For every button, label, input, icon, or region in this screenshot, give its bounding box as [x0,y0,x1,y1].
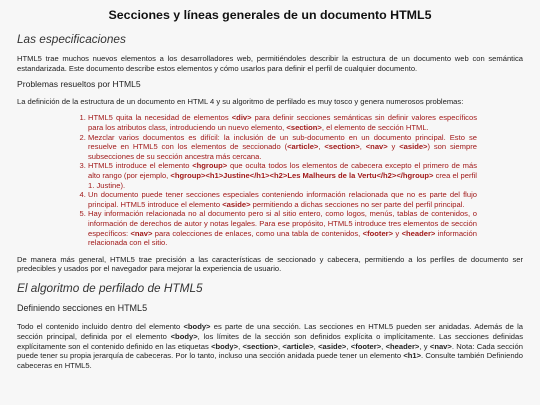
problem-item: 3. HTML5 introduce el elemento <hgroup> que oculta todos los elementos de cabecera excepto el primero de más alto rango (por ejemplo, <hgroup><h1>Justine</h1><h2>Les Malheurs de la Vertu</h2></hgroup> crea el perfil 1. Justine). [88,161,477,190]
section-heading-algorithm: El algoritmo de perfilado de HTML5 [17,280,203,295]
code-tag: <hgroup> [192,161,228,171]
code-tag: <section> [324,142,360,152]
problems-intro: La definición de la estructura de un documento en HTML 4 y su algoritmo de perfilado es muy tosco y genera numerosos problemas: [17,96,464,106]
problem-item: 1. HTML5 quita la necesidad de elementos <div> para definir secciones semánticas sin definir valores específicos para los atributos class, introduciendo un nuevo elemento, <section>, el elemento de sección HTML. [88,113,477,132]
problems-heading: Problemas resueltos por HTML5 [17,79,141,90]
code-tag: <hgroup><h1>Justine</h1><h2>Les Malheurs de la Vertu</h2></hgroup> [170,170,434,180]
code-tag: <h1> [403,351,422,361]
code-tag: <nav> [365,142,388,152]
code-tag: <nav> [429,341,452,351]
code-tag: <header> [401,228,436,238]
problems-list [17,113,523,247]
code-tag: <aside> [318,341,347,351]
code-tag: <footer> [350,341,382,351]
code-tag: <aside> [399,142,428,152]
code-tag: <header> [385,341,420,351]
code-tag: <body> [183,322,211,332]
defining-sections-paragraph: Todo el contenido incluido dentro del elemento <body> es parte de una sección. Las secciones en HTML5 pueden ser anidadas. Además de la sección principal, definida por el elemento <body>, los límites de la sección son definidos explícita o implícitamente. Las secciones definidas explícitamente son el contenido definido en las etiquetas <body>, <section>, <article>, <aside>, <footer>, <header>, y <nav>. Nota: Cada sección puede tener su propia jerarquía de cabeceras. Por lo tanto, incluso una sección anidada puede tener un elemento <h1>. Consulte también Definiendo cabeceras en HTML5. [17,322,524,370]
code-tag: <nav> [130,228,153,238]
code-tag: <div> [231,113,252,123]
intro-paragraph: HTML5 trae muchos nuevos elementos a los desarrolladores web, permitiéndoles describir la estructura de un documento web con semántica estandarizada. Este documento describe estos elementos y cómo usarlos para definir el perfil de cualquier documento. [17,54,523,73]
conclusion-paragraph: De manera más general, HTML5 trae precisión a las características de seccionado y cabecera, permitiendo a los perfiles de documento ser predecibles y usados por el navegador para mejorar la experiencia de usuario. [17,254,523,274]
problem-item: 2. Mezclar varios documentos es difícil: la inclusión de un sub-documento en un documento principal. Esto se resuelve en HTML5 con los elementos de seccionado (<article>, <section>, <nav> y <aside>) son siempre subsecciones de su sección ancestra más cercana. [88,133,477,162]
code-tag: <footer> [362,228,394,238]
page-title: Secciones y líneas generales de un documento HTML5 [108,8,432,22]
code-tag: <section> [286,122,322,132]
sub-heading-defining-sections: Definiendo secciones en HTML5 [17,302,148,313]
code-tag: <article> [287,142,319,152]
code-tag: <body> [211,341,239,351]
section-heading-specifications: Las especificaciones [17,32,126,46]
code-tag: <body> [170,332,198,342]
problem-item: 4. Un documento puede tener secciones especiales conteniendo información relacionada que no es parte del flujo principal. HTML5 introduce el elemento <aside> permitiendo a dichas secciones no ser parte del perfil principal. [88,190,477,209]
code-tag: <section> [242,341,278,351]
code-tag: <article> [282,341,314,351]
code-tag: <aside> [222,199,251,209]
problem-item: 5. Hay información relacionada no al documento pero si al sitio entero, como logos, menús, tablas de contenidos, o información de derechos de autor y notas legales. Para ese propósito, HTML5 introduce tres elementos de sección específicos: <nav> para colecciones de enlaces, como una tabla de contenidos, <footer> y <header> información relacionada con el sitio. [88,209,477,247]
